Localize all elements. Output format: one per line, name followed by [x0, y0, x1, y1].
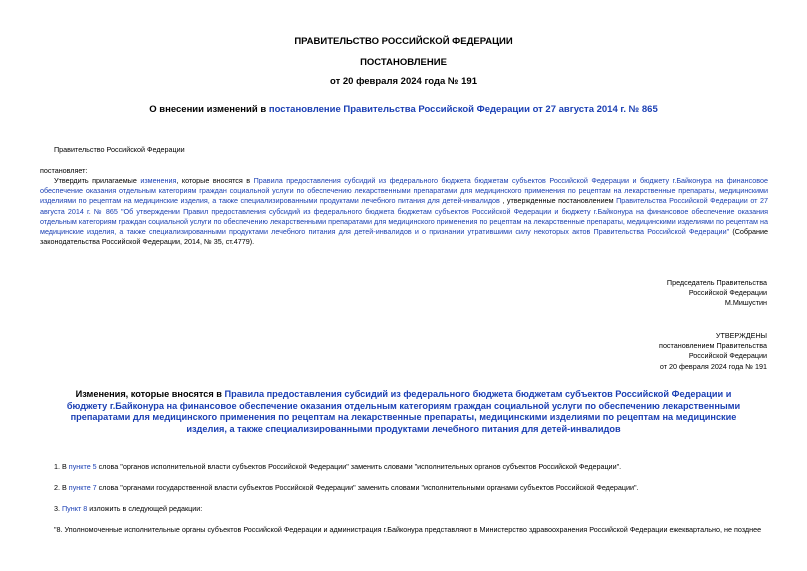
signature-name: М.Мишустин	[724, 298, 767, 308]
item-1-text-b: слова "органов исполнительной власти субъектов Российской Федерации" заменить словами "исполнительных органов субъектов Российской Федерации".	[96, 462, 622, 471]
title-link[interactable]: постановление Правительства Российской Федерации от 27 августа 2014 г. № 865	[268, 104, 658, 115]
p1-text-a: Утвердить прилагаемые	[54, 176, 141, 185]
item-4: "8. Уполномоченные исполнительные органы субъектов Российской Федерации и администрация г.Байконура представляют в Министерство здравоохранения Российской Федерации ежеквартально, не позднее	[54, 525, 762, 534]
item-1-link[interactable]: пункте 5	[68, 462, 97, 471]
p1-text-c: , утвержденные постановлением	[499, 196, 617, 206]
changes-link[interactable]: изменения	[140, 176, 177, 185]
item-3	[54, 504, 774, 514]
approved-block	[467, 331, 767, 372]
signature-line2: Российской Федерации	[688, 288, 767, 298]
document-type: ПОСТАНОВЛЕНИЕ	[360, 57, 447, 68]
item-1	[54, 462, 774, 472]
resolves-text: постановляет:	[40, 166, 88, 175]
item-3-text-a: 3.	[54, 504, 62, 513]
government-heading: ПРАВИТЕЛЬСТВО РОССИЙСКОЙ ФЕДЕРАЦИИ	[294, 36, 513, 47]
approved-line3: Российской Федерации	[688, 351, 767, 361]
approved-line2: постановлением Правительства	[659, 341, 767, 351]
item-3-text-b: изложить в следующей редакции:	[87, 504, 203, 513]
signature-block	[467, 278, 767, 309]
document-title	[0, 104, 807, 115]
item-3-link[interactable]: Пункт 8	[62, 504, 88, 513]
changes-title-prefix: Изменения, которые вносятся в	[75, 389, 225, 399]
changes-title-link[interactable]: Правила предоставления субсидий из федерального бюджета бюджетам субъектов Российской Федерации и бюджету г.Байконура на финансовое обеспечение оказания отдельным категориям граждан социальной услуги по обеспечению лекарственными препаратами для медицинского применения по рецептам на лекарственные препараты, медицинскими изделиями по рецептам на медицинские изделия, а также специализированными продуктами лечебного питания для детей-инвалидов	[66, 389, 741, 434]
rules-link[interactable]: Правила предоставления субсидий из федерального бюджета бюджетам субъектов Российской Федерации и бюджету г.Байконура на финансовое обеспечение оказания отдельным категориям граждан социальной услуги по обеспечению лекарственными препаратами для медицинского применения по рецептам на лекарственные препараты, медицинскими изделиями по рецептам на медицинские изделия, а также специализированными продуктами лечебного питания для детей-инвалидов	[40, 176, 768, 206]
approved-line4: от 20 февраля 2024 года № 191	[659, 361, 767, 371]
main-paragraph	[40, 176, 768, 247]
approved-line1: УТВЕРЖДЕНЫ	[715, 331, 767, 340]
p1-text-d: (Собрание законодательства Российской Федерации, 2014, № 35, ст.4779).	[40, 227, 769, 247]
changes-title	[55, 389, 752, 435]
item-2-link[interactable]: пункте 7	[68, 483, 97, 492]
signature-line1: Председатель Правительства	[666, 278, 767, 287]
item-2-text-a: 2. В	[54, 483, 69, 492]
title-prefix: О внесении изменений в	[149, 104, 269, 115]
resolution-865-link[interactable]: Правительства Российской Федерации от 27 августа 2014 г. № 865 "Об утверждении Правил предоставления субсидий из федерального бюджета бюджетам субъектов Российской Федерации и бюджету г.Байконура на финансовое обеспечение оказания отдельным категориям граждан социальной услуги по обеспечению лекарственными препаратами для медицинского применения по рецептам на лекарственные препараты, медицинскими изделиями по рецептам на медицинские изделия, а также специализированными продуктами лечебного питания для детей-инвалидов и о признании утратившими силу некоторых актов Правительства Российской Федерации"	[40, 196, 768, 237]
item-2-text-b: слова "органами государственной власти субъектов Российской Федерации" заменить словами "исполнительными органами субъектов Российской Федерации".	[96, 483, 639, 492]
p1-text-b: , которые вносятся в	[176, 176, 254, 185]
issuer-text: Правительство Российской Федерации	[54, 145, 185, 154]
item-1-text-a: 1. В	[54, 462, 69, 471]
item-2	[54, 483, 774, 493]
document-date-number: от 20 февраля 2024 года № 191	[330, 76, 477, 87]
